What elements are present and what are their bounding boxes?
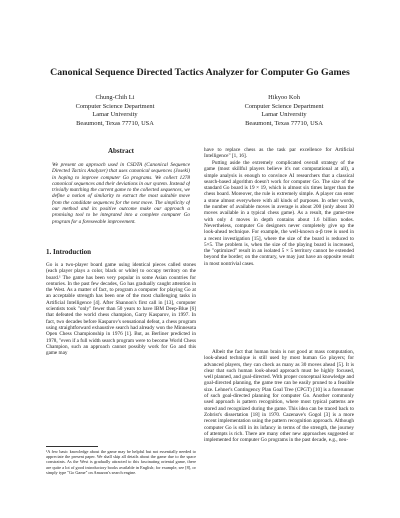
abstract-text: We present an approach used in CSDTA (Canonical Sequence Directed Tactics Analyzer) that uses canonical sequences (Joseki) in hoping to improve computer Go programs. We collect 1278 canonical sequences and their deviations in our system. Instead of trivially matching the current game to the collected sequences, we define a notion of similarity to extract the most suitable move from the candidate sequences for the next move. The simplicity of our method and its positive outcome make our approach a promising tool to be integrated into a complete computer Go program for a foreseeable improvement. — [52, 162, 190, 225]
author-department: Computer Science Department — [244, 102, 324, 110]
body-paragraph: Go is a two-player board game using identical pieces called stones (each player plays a color, black or white) to occupy territory on the board.¹ The game has been very popular in some Asian countries for centuries. In the past few decades, Go has gradually caught attention in the West. As a matter of fact, to program a computer for playing Go at an acceptable strength has been one of the most challenging tasks in Artificial Intelligence [4]. After Shannon's first call in [13], computer scientists took "only" fewer than 50 years to have IBM Deep-Blue [6] that defeated the world chess champion, Garry Kasparov, in 1997. In fact, two decades before Kasparov's sensational defeat, a chess program using straightforward exhaustive search had already won the Minnesota Open Chess Championship in 1976 [1]. But, as Berliner predicted in 1978, "even if a full width search program were to become World Chess Champion, such an approach cannot possibly work for Go and this game may — [46, 262, 196, 357]
author-location: Beaumont, Texas 77710, USA — [76, 119, 154, 127]
author-location: Beaumont, Texas 77710, USA — [245, 119, 323, 127]
author-block-1 — [25, 94, 205, 128]
footnote: ¹A few basic knowledge about the game may be helpful but not essentially needed to appreciate the present paper. We shall skip all details about the game due to the space constraints. As the West is gradually attracted to this fascinating oriental game, there are quite a lot of good introductory books available in English; for example, see [8], or simply type "Go Game" on Amazon's search engine. — [46, 449, 196, 475]
body-paragraph: Albeit the fact that human brain is not good at mass computation, look-ahead technique is still used by most human Go players; for advanced players, they can check as many as 30 moves ahead [5]. It is clear that such human look-ahead approach must be highly focused, well planned, and goal-directed. With proper conceptual knowledge and goal-directed planning, the game tree can be easily pruned to a feasible size. Lehner's Contingency Plan Goal Tree (CPGT) [10] is a forerunner of such goal-directed planning for computer Go. Another commonly used approach is pattern recognition, where most typical patterns are stored and recognized during the game. This idea can be traced back to Zobrist's dissertation [18] in 1970. Cazenave's Gogol [3] is a more recent implementation using the pattern recognition approach. Although computer Go is still in its infancy in terms of the strength, the journey of attempts is rich. There are many other new approaches suggested or implemented for computer Go programs in the past decade, e.g., neu- — [204, 349, 354, 444]
footnote-divider — [46, 446, 98, 447]
author-name: Hikyoo Koh — [268, 94, 300, 101]
section-heading-introduction: 1. Introduction — [46, 248, 91, 256]
abstract-heading: Abstract — [107, 147, 135, 155]
paper-title: Canonical Sequence Directed Tactics Analyzer for Computer Go Games — [50, 67, 350, 78]
body-paragraph: Putting aside the extremely complicated overall strategy of the game (most skillful players believe it's not computational at all), a simple analysis is enough to convince AI researchers that a classical search-based algorithm doesn't work for computer Go. The size of the standard Go board is 19 × 19, which is almost six times larger than the chess board. Moreover, the rule is extremely simple. A player can enter a stone almost everywhere with all kinds of purposes. In other words, the number of available moves in average is about 200 (only about 30 moves available in a typical chess game). As a result, the game-tree with only 4 moves in depth contains about 1.6 billion nodes. Nevertheless, computer Go designers never completely give up the look-ahead technique. For example, the well-known α-β tree is used in a recent investigation [15], where the size of the board is reduced to 5×5. The problem is, when the size of the playing board is increased, the "optimized" result in an isolated 5 × 5 territory cannot be extended beyond the border; on the contrary, we may just have an opposite result in most nontrivial cases. — [204, 160, 354, 267]
right-column — [204, 147, 354, 475]
author-name: Chung-Chih Li — [95, 94, 135, 101]
author-university: Lamar University — [261, 111, 307, 119]
body-paragraph: have to replace chess as the task par excellence for Artificial Intelligence" [1, 16]. — [204, 147, 354, 160]
author-department: Computer Science Department — [75, 102, 155, 110]
author-university: Lamar University — [92, 111, 138, 119]
left-column — [46, 147, 196, 426]
author-block-2 — [194, 94, 374, 128]
